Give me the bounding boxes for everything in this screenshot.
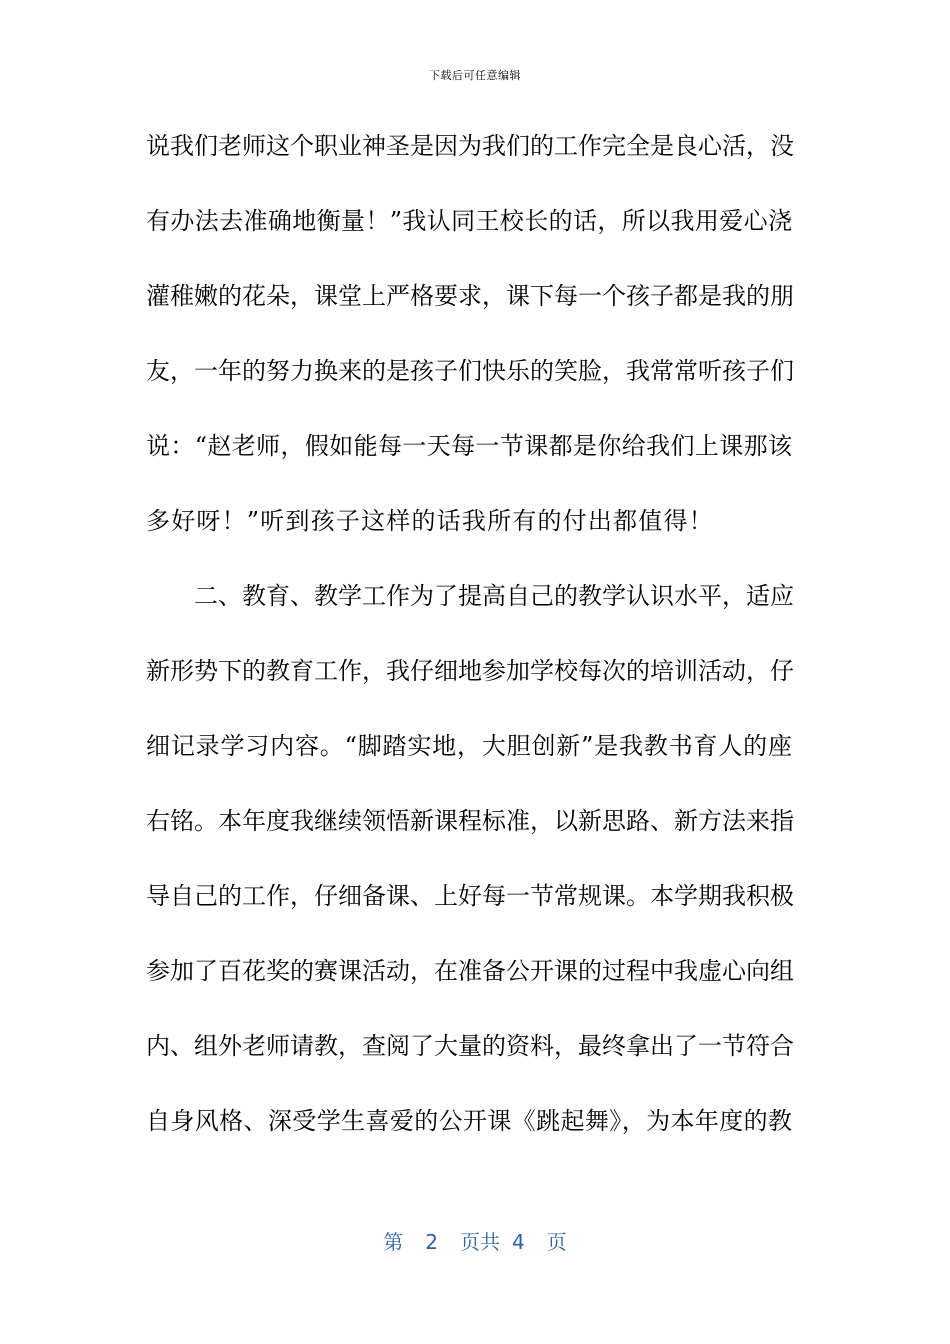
text-line: 说：“赵老师，假如能每一天每一节课都是你给我们上课那该 xyxy=(146,432,792,460)
text-line: 右铭。本年度我继续领悟新课程标准，以新思路、新方法来指 xyxy=(146,807,794,835)
text-line: 细记录学习内容。“脚踏实地，大胆创新”是我教书育人的座 xyxy=(146,732,792,760)
footer-total-suffix: 页 xyxy=(546,1230,567,1254)
footer-current-page: 2 xyxy=(425,1230,438,1254)
text-line: 说我们老师这个职业神圣是因为我们的工作完全是良心活，没 xyxy=(146,132,794,160)
text-line: 新形势下的教育工作，我仔细地参加学校每次的培训活动，仔 xyxy=(146,657,794,685)
header-note: 下载后可任意编辑 xyxy=(429,69,521,82)
text-line: 多好呀！”听到孩子这样的话我所有的付出都值得！ xyxy=(146,507,714,535)
text-line: 自身风格、深受学生喜爱的公开课《跳起舞》，为本年度的教 xyxy=(146,1107,792,1135)
paragraph-first-line: 二、教育、教学工作为了提高自己的教学认识水平，适应 xyxy=(194,582,794,610)
footer-total-prefix: 页共 xyxy=(460,1230,500,1254)
text-line: 内、组外老师请教，查阅了大量的资料，最终拿出了一节符合 xyxy=(146,1032,794,1060)
page-footer xyxy=(0,1226,950,1255)
footer-total-pages: 4 xyxy=(512,1230,525,1254)
document-body xyxy=(146,120,792,1170)
footer-page-label: 第 xyxy=(383,1230,404,1254)
text-line: 有办法去准确地衡量！”我认同王校长的话，所以我用爱心浇 xyxy=(146,207,792,235)
text-line: 友，一年的努力换来的是孩子们快乐的笑脸，我常常听孩子们 xyxy=(146,357,794,385)
text-line: 灌稚嫩的花朵，课堂上严格要求，课下每一个孩子都是我的朋 xyxy=(146,282,794,310)
text-line: 参加了百花奖的赛课活动，在准备公开课的过程中我虚心向组 xyxy=(146,957,794,985)
text-line: 导自己的工作，仔细备课、上好每一节常规课。本学期我积极 xyxy=(146,882,794,910)
